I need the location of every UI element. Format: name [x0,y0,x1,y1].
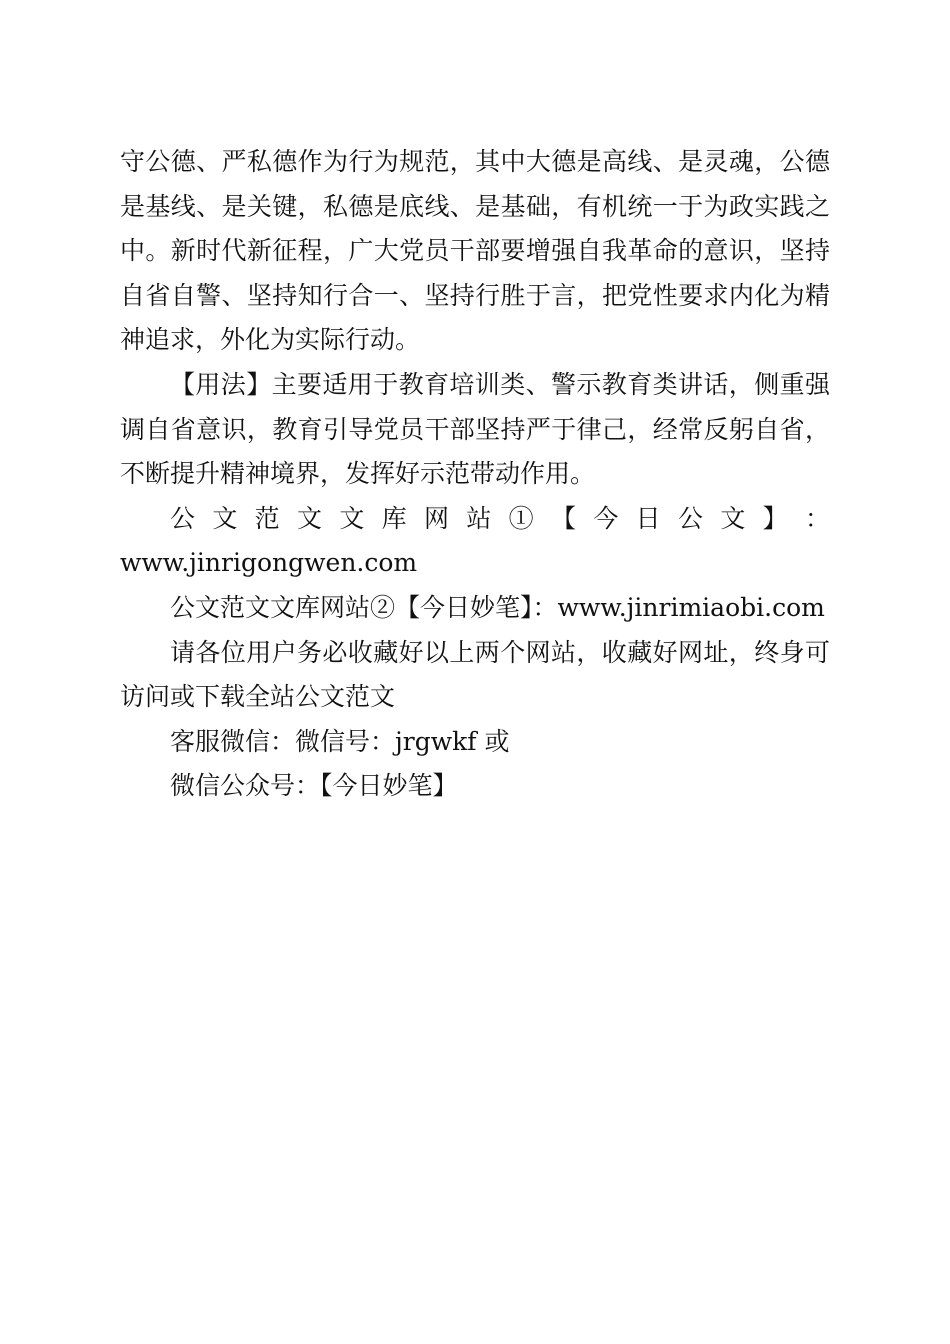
document-body [120,140,830,809]
bookmark-notice: 请各位用户务必收藏好以上两个网站，收藏好网址，终身可访问或下载全站公文范文 [120,637,830,712]
site1-url: www.jinrigongwen.com [120,548,418,578]
body-paragraph-conduct: 守公德、严私德作为行为规范，其中大德是高线、是灵魂，公德是基线、是关键，私德是底线、是基础，有机统一于为政实践之中。新时代新征程，广大党员干部要增强自我革命的意识，坚持自省自警、坚持知行合一、坚持行胜于言，把党性要求内化为精神追求，外化为实际行动。 [120,147,830,355]
body-paragraph-usage: 【用法】主要适用于教育培训类、警示教育类讲话，侧重强调自省意识，教育引导党员干部坚持严于律己，经常反躬自省，不断提升精神境界，发挥好示范带动作用。 [120,369,830,489]
site2-line: 公文范文文库网站②【今日妙笔】：www.jinrimiaobi.com [170,592,825,622]
site1-label: 公 文 范 文 文 库 网 站 ① 【 今 日 公 文 】 ： [170,503,830,533]
wechat-service: 客服微信：微信号：jrgwkf 或 [170,726,510,756]
wechat-public-account: 微信公众号：【今日妙笔】 [170,771,458,801]
